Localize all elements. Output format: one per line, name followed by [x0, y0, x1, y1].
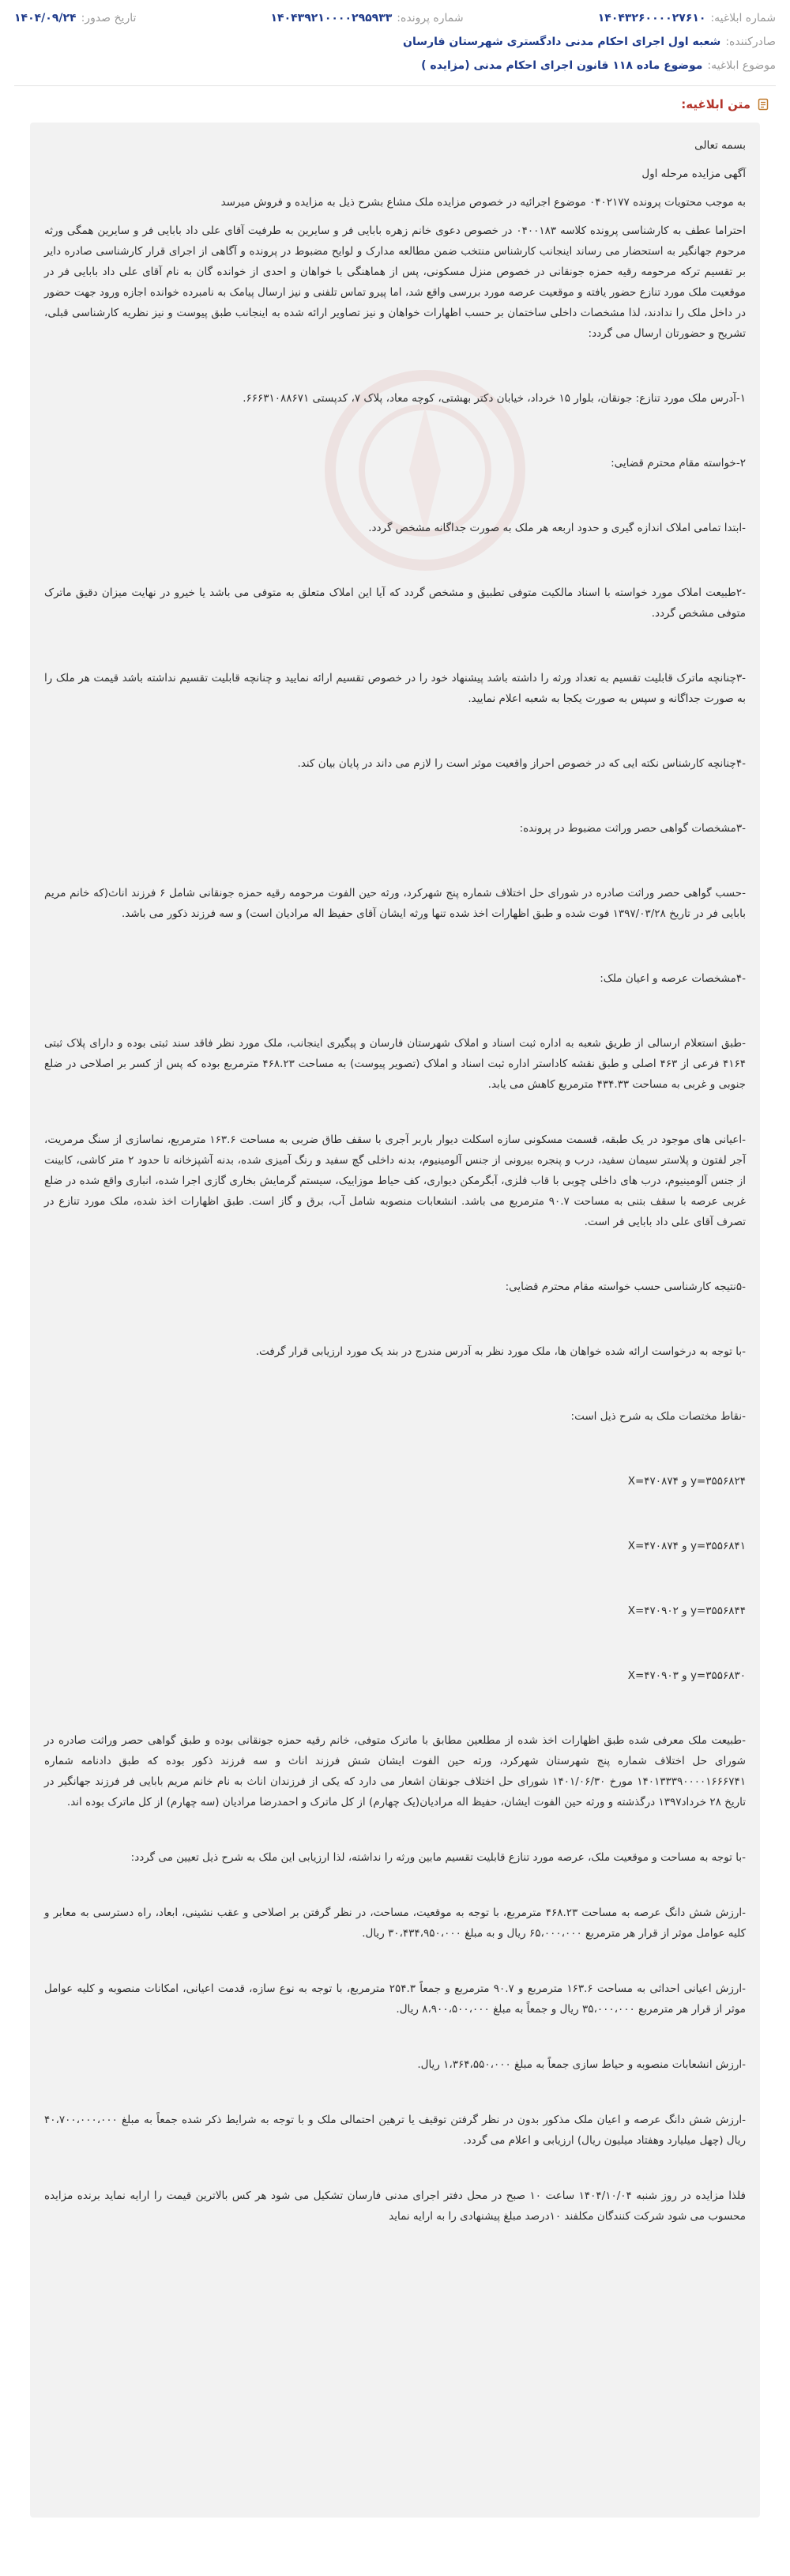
issuer: صادرکننده: شعبه اول اجرای احکام مدنی دادگستری شهرستان فارسان — [403, 36, 776, 48]
coordinate-line: y=۳۵۵۶۸۴۴ و X=۴۷۰۹۰۲ — [627, 1605, 746, 1617]
notice-paragraph: -۲طبیعت املاک مورد خواسته با اسناد مالکیت متوفی تطبیق و مشخص گردد که آیا این املاک متعلق به متوفی می باشد یا خیرو در نهایت میزان دقیق ماترک متوفی مشخص گردد. — [44, 586, 746, 620]
notice-paragraph: -ارزش انشعابات منصوبه و حیاط سازی جمعاً به مبلغ ۱،۳۶۴،۵۵۰،۰۰۰ ریال. — [417, 2058, 746, 2071]
notice-paragraph: -ارزش اعیانی احداثی به مساحت ۱۶۳.۶ مترمربع و ۹۰.۷ مترمربع و جمعاً ۲۵۴.۳ مترمربع، با توجه به نوع سازه، قدمت اعیانی، امکانات منصوبه و کلیه عوامل موثر از قرار هر مترمربع ۳۵،۰۰۰،۰۰۰ ریال و جمعاً به مبلغ ۸،۹۰۰،۵۰۰،۰۰۰ ریال. — [44, 1982, 746, 2016]
notice-paragraph: -اعیانی های موجود در یک طبقه، قسمت مسکونی سازه اسکلت دیوار باربر آجری با سقف طاق ضربی به مساحت ۱۶۳.۶ مترمربع، نماسازی از سنگ مرمریت، آجر لفتون و پلاستر سیمان سفید، درب و پنجره بیرونی از جنس آلومینیوم، بدنه داخلی گچ سفید و رنگ آمیزی شده، بدنه آشپزخانه تا حدود ۲ متر کاشی، کابینت از جنس آلومینیوم، درب های داخلی چوبی با قاب فلزی، آبگرمکن دیواری، کف حیاط موزاییک، سیستم گرمایش بخاری گازی اجرا شده، انباری واقع شده در ضلع غربی عرصه با سقف بتنی به مساحت ۹۰.۷ مترمربع می باشد. انشعابات منصوبه شامل آب، برق و گاز است. طبق اظهارات اخذ شده، ملک مورد تنازع در تصرف آقای علی داد بابایی فر است. — [44, 1133, 746, 1228]
notice-paragraph: -طبق استعلام ارسالی از طریق شعبه به اداره ثبت اسناد و املاک شهرستان فارسان و پیگیری اینجانب، ملک مورد نظر فاقد سند ثبتی بوده و دارای پلاک ثبتی ۴۱۶۴ فرعی از ۴۶۳ اصلی و طبق نقشه کاداستر اداره ثبت اسناد و املاک (تصویر پیوست) به مساحت ۴۶۸.۲۳ مترمربع بوده که پس از کسر بر اصلاحی در ضلع جنوبی و غربی به مساحت ۴۳۴.۳۳ مترمربع کاهش می یابد. — [44, 1037, 746, 1091]
notice-paragraph: -ابتدا تمامی املاک اندازه گیری و حدود اربعه هر ملک به صورت جداگانه مشخص گردد. — [368, 522, 746, 534]
subject: موضوع ابلاغیه: موضوع ماده ۱۱۸ قانون اجرای احکام مدنی (مزایده ) — [421, 59, 776, 72]
coordinate-line: y=۳۵۵۶۸۲۴ و X=۴۷۰۸۷۴ — [627, 1475, 746, 1488]
section-title: متن ابلاغیه: — [0, 86, 790, 123]
notice-paragraph: -۳چنانچه ماترک قابلیت تقسیم به تعداد ورثه را داشته باشد پیشنهاد خود را در خصوص تقسیم ارائه نمایید و چنانچه قابلیت تقسیم نداشته باشد قیمت هر ملک را به صورت جداگانه و سپس به صورت یکجا به شعبه اعلام نمایید. — [44, 672, 746, 705]
notice-paragraph: -ارزش شش دانگ عرصه به مساحت ۴۶۸.۲۳ مترمربع، با توجه به موقعیت، مساحت، در نظر گرفتن بر اصلاحی و عقب نشینی، ابعاد، راه دسترسی به معابر و کلیه عوامل موثر از قرار هر مترمربع ۶۵،۰۰۰،۰۰۰ ریال و به مبلغ ۳۰،۴۳۴،۹۵۰،۰۰۰ ریال. — [44, 1907, 746, 1940]
coordinate-line: y=۳۵۵۶۸۳۰ و X=۴۷۰۹۰۳ — [627, 1669, 746, 1682]
notice-paragraph: ۱-آدرس ملک مورد تنازع: جونقان، بلوار ۱۵ خرداد، خیابان دکتر بهشتی، کوچه معاد، پلاک ۷، کدپستی ۶۶۶۳۱۰۸۸۶۷۱. — [243, 392, 746, 405]
notice-paragraph: ۲-خواسته مقام محترم قضایی: — [611, 457, 746, 470]
notice-header — [0, 0, 790, 77]
notice-paragraph: -حسب گواهی حصر وراثت صادره در شورای حل اختلاف شماره پنج شهرکرد، ورثه حین الفوت مرحومه رقیه حمزه جونقانی شامل ۶ فرزند اناث(که خانم مریم بابایی فر در تاریخ ۱۳۹۷/۰۳/۲۸ فوت شده و طبق اظهارات اخذ شده تنها ورثه ایشان آقای حفیظ اله مرادیان است) و سه فرزند ذکور می باشد. — [44, 887, 746, 920]
coordinate-line: y=۳۵۵۶۸۴۱ و X=۴۷۰۸۷۴ — [627, 1540, 746, 1552]
notice-paragraph: -با توجه به مساحت و موقعیت ملک، عرصه مورد تنازع قابلیت تقسیم مابین ورثه را نداشته، لذا ارزیابی این ملک به شرح ذیل تعیین می گردد: — [130, 1851, 746, 1864]
notice-paragraph: آگهی مزایده مرحله اول — [641, 168, 746, 180]
document-icon — [757, 98, 769, 111]
notice-paragraph: -۳مشخصات گواهی حصر وراثت مضبوط در پرونده: — [519, 822, 746, 835]
notice-paragraph: احتراما عطف به کارشناسی پرونده کلاسه ۰۴۰۰۱۸۳ در خصوص دعوی خانم زهره بابایی فر و سایرین به طرفیت آقای علی داد بابایی فر و سایرین همگی ورثه مرحوم جهانگیر به استحضار می رساند اینجانب کارشناس منتخب ضمن مطالعه مدارک و لوایح مضبوط در پرونده و آگاهی از اجرای قرار کارشناسی صادره دایر بر تقسیم ترکه مرحومه رقیه حمزه جونقانی در خصوص منزل مسکونی، پس از هماهنگی با خواهان و احدی از خوانده گان به نام آقای علی داد بابایی فر در موقعیت ملک مورد تنازع حضور یافته و موقعیت عرصه مورد بررسی واقع شد، اما پیرو تماس تلفنی و نیز ارسال پیامک به نامبرده خوانده اجازه ورود جهت حضور در داخل ملک را ندادند، لذا مشخصات داخلی ساختمان بر حسب اظهارات خواهان و نیز تصاویر ارائه شده به اینجانب طبق پیوست و نیز نظریه کارشناسی قبلی، تشریح و حضورتان ارسال می گردد: — [44, 224, 746, 340]
notice-paragraph: -نقاط مختصات ملک به شرح ذیل است: — [570, 1410, 746, 1423]
notice-paragraph: -۴چنانچه کارشناس نکته ایی که در خصوص احراز واقعیت موثر است را لازم می داند در پایان بیان کند. — [297, 757, 746, 770]
issue-date: تاریخ صدور: ۱۴۰۴/۰۹/۲۴ — [14, 12, 137, 25]
notice-paragraph: به موجب محتویات پرونده ۰۴۰۲۱۷۷ موضوع اجرائیه در خصوص مزایده ملک مشاع بشرح ذیل به مزایده و فروش میرسد — [220, 196, 746, 209]
notice-number: شماره ابلاغیه: ۱۴۰۴۳۲۶۰۰۰۰۲۷۶۱۰ — [597, 12, 776, 25]
notice-paragraph: -۵نتیجه کارشناسی حسب خواسته مقام محترم قضایی: — [505, 1280, 746, 1293]
notice-paragraph: بسمه تعالی — [694, 139, 746, 152]
notice-paragraph: -۴مشخصات عرصه و اعیان ملک: — [600, 972, 746, 985]
header-meta-row — [14, 6, 776, 30]
notice-paragraph: -با توجه به درخواست ارائه شده خواهان ها، ملک مورد نظر به آدرس مندرج در بند یک مورد ارزیابی قرار گرفت. — [255, 1345, 746, 1358]
notice-body — [30, 123, 760, 2518]
notice-paragraph: فلذا مزایده در روز شنبه ۱۴۰۴/۱۰/۰۴ ساعت ۱۰ صبح در محل دفتر اجرای مدنی فارسان تشکیل می شود هر کس بالاترین قیمت را ارایه نماید برنده مزایده محسوب می شود شرکت کنندگان مکلفند ۱۰درصد مبلغ پیشنهادی را به ارایه نماید — [44, 2189, 746, 2223]
notice-paragraph: -طبیعت ملک معرفی شده طبق اظهارات اخذ شده از مطلعین مطابق با ماترک متوفی، خانم رقیه حمزه جونقانی بوده و طبق گواهی حصر وراثت صادره در شورای حل اختلاف شماره پنج شهرستان شهرکرد، ورثه حین الفوت ایشان شش فرزند اناث و سه فرزند ذکور بوده که طبق دادنامه شماره ۱۴۰۱۳۳۳۹۰۰۰۰۱۶۶۶۷۴۱ مورخ ۱۴۰۱/۰۶/۳۰ شورای حل اختلاف جونقان اشعار می دارد که یکی از فرزندان اناث به نام خانم مریم بابایی فر فرزند جهانگیر در تاریخ ۲۸ خرداد۱۳۹۷ درگذشته و ورثه حین الفوت ایشان، حفیظ اله مرادیان(یک چهارم) از کل ماترک و احمدرضا مرادیان (سه چهارم) از کل ماترک بوده اند. — [44, 1734, 746, 1808]
case-number: شماره پرونده: ۱۴۰۴۳۹۲۱۰۰۰۰۲۹۵۹۳۳ — [270, 12, 464, 25]
notice-paragraph: -ارزش شش دانگ عرصه و اعیان ملک مذکور بدون در نظر گرفتن توقیف یا ترهین احتمالی ملک و با توجه به شرایط ذکر شده جمعاً به مبلغ ۴۰،۷۰۰،۰۰۰،۰۰۰ ریال (چهل میلیارد وهفتاد میلیون ریال) ارزیابی و اعلام می گردد. — [44, 2114, 746, 2147]
